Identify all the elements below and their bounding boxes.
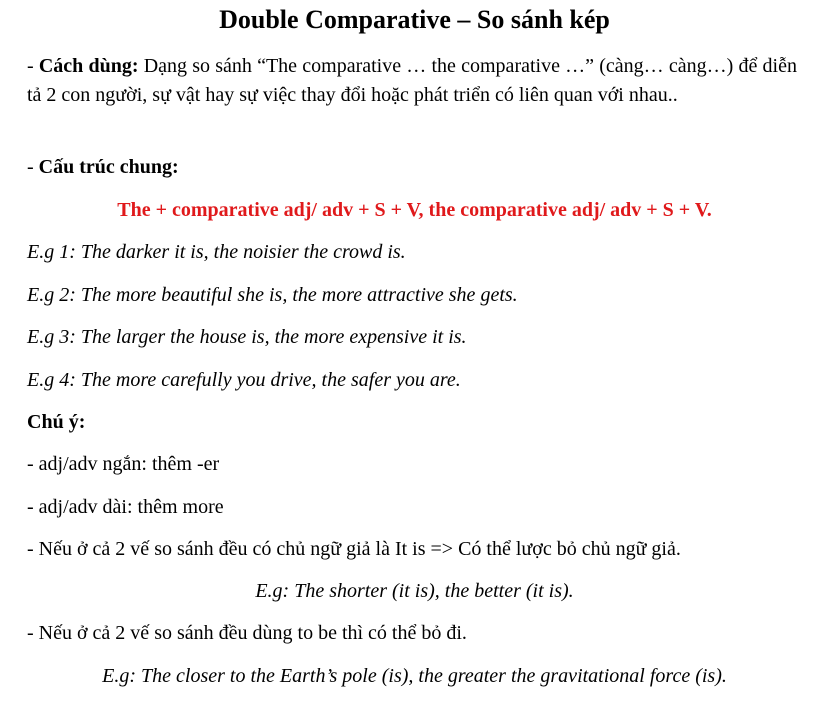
- note-dummy-subject: - Nếu ở cả 2 vế so sánh đều có chủ ngữ giả là It is => Có thể lược bỏ chủ ngữ giả.: [27, 538, 681, 560]
- structure-formula: The + comparative adj/ adv + S + V, the comparative adj/ adv + S + V.: [117, 199, 712, 221]
- usage-paragraph: [27, 52, 797, 110]
- note-short-adj: - adj/adv ngắn: thêm -er: [27, 453, 220, 475]
- structure-heading: [27, 153, 797, 182]
- note-to-be: - Nếu ở cả 2 vế so sánh đều dùng to be thì có thể bỏ đi.: [27, 622, 467, 644]
- note-long-adj: - adj/adv dài: thêm more: [27, 496, 224, 518]
- structure-label: Cấu trúc chung:: [38, 156, 179, 178]
- note-example-1: E.g: The shorter (it is), the better (it is).: [255, 580, 574, 602]
- usage-text: Dạng so sánh “The comparative … the comparative …” (càng… càng…) để diễn tả 2 con người, sự vật hay sự việc thay đổi hoặc phát triển có liên quan với nhau..: [27, 55, 797, 106]
- usage-label: Cách dùng:: [38, 55, 139, 77]
- structure-prefix: -: [27, 156, 39, 178]
- usage-prefix: -: [27, 55, 39, 77]
- example-4: E.g 4: The more carefully you drive, the safer you are.: [27, 369, 461, 391]
- example-3: E.g 3: The larger the house is, the more expensive it is.: [27, 326, 467, 348]
- note-example-2: E.g: The closer to the Earth’s pole (is), the greater the gravitational force (is).: [102, 665, 727, 687]
- example-1: E.g 1: The darker it is, the noisier the crowd is.: [27, 241, 406, 263]
- page-title: Double Comparative – So sánh kép: [219, 5, 610, 34]
- notes-heading: Chú ý:: [27, 411, 86, 433]
- example-2: E.g 2: The more beautiful she is, the more attractive she gets.: [27, 284, 518, 306]
